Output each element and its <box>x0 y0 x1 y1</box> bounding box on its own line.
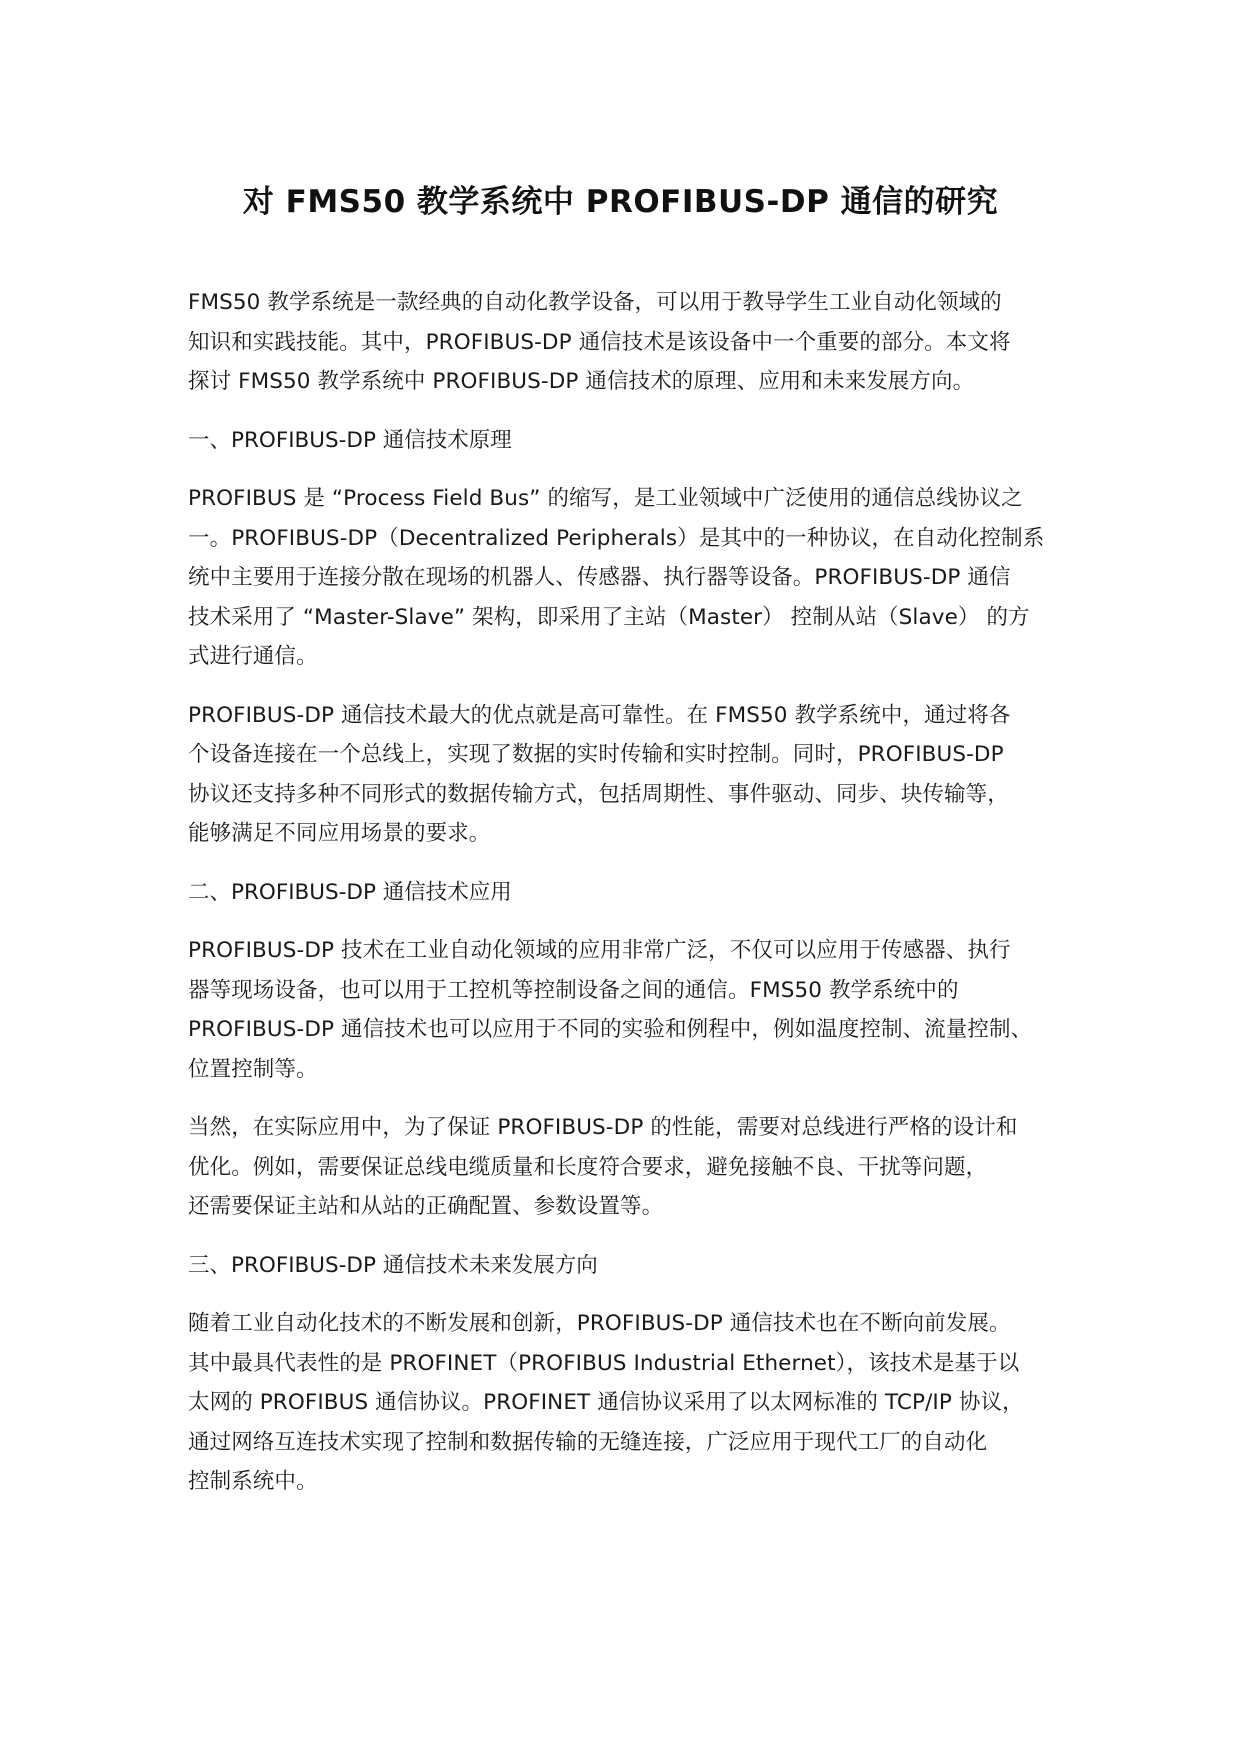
paragraph-line: 统中主要用于连接分散在现场的机器人、传感器、执行器等设备。PROFIBUS-DP 通信 <box>188 565 1011 590</box>
paragraph-line: 还需要保证主站和从站的正确配置、参数设置等。 <box>188 1194 664 1219</box>
body-paragraph <box>188 931 1068 1089</box>
paragraph-line: PROFIBUS-DP 通信技术最大的优点就是高可靠性。在 FMS50 教学系统中，通过将各 <box>188 702 1011 728</box>
paragraph-line: 个设备连接在一个总线上，实现了数据的实时传输和实时控制。同时，PROFIBUS-DP <box>188 742 1004 767</box>
paragraph-line: 式进行通信。 <box>188 644 318 669</box>
paragraph-line: PROFIBUS 是 “Process Field Bus” 的缩写，是工业领域中广泛使用的通信总线协议之 <box>188 486 1023 511</box>
paragraph-line: 控制系统中。 <box>188 1469 318 1494</box>
paragraph-line: 其中最具代表性的是 PROFINET（PROFIBUS Industrial Ethernet），该技术是基于以 <box>188 1350 1020 1376</box>
section-heading: 三、PROFIBUS-DP 通信技术未来发展方向 <box>188 1252 598 1278</box>
body-paragraph <box>188 696 1068 854</box>
paragraph-line: 随着工业自动化技术的不断发展和创新，PROFIBUS-DP 通信技术也在不断向前发展。 <box>188 1311 1011 1336</box>
body-paragraph <box>188 479 1068 677</box>
paragraph-line: 知识和实践技能。其中，PROFIBUS-DP 通信技术是该设备中一个重要的部分。本文将 <box>188 329 1011 355</box>
paragraph-line: 协议还支持多种不同形式的数据传输方式，包括周期性、事件驱动、同步、块传输等， <box>188 781 1009 807</box>
section-heading: 二、PROFIBUS-DP 通信技术应用 <box>188 879 512 905</box>
body-paragraph <box>188 1108 1068 1227</box>
body-paragraph <box>188 283 1068 402</box>
paragraph-line: 探讨 FMS50 教学系统中 PROFIBUS-DP 通信技术的原理、应用和未来发展方向。 <box>188 369 975 394</box>
paragraph-line: 一。PROFIBUS-DP（Decentralized Peripherals）是其中的一种协议，在自动化控制系 <box>188 525 1045 551</box>
paragraph-line: 能够满足不同应用场景的要求。 <box>188 821 491 846</box>
document-body <box>188 283 1068 1521</box>
paragraph-line: 优化。例如，需要保证总线电缆质量和长度符合要求，避免接触不良、干扰等问题， <box>188 1154 988 1180</box>
paragraph-line: FMS50 教学系统是一款经典的自动化教学设备，可以用于教导学生工业自动化领域的 <box>188 290 1002 315</box>
body-paragraph <box>188 1304 1068 1502</box>
paragraph-line: PROFIBUS-DP 通信技术也可以应用于不同的实验和例程中，例如温度控制、流量控制、 <box>188 1017 1033 1042</box>
paragraph-line: 器等现场设备，也可以用于工控机等控制设备之间的通信。FMS50 教学系统中的 <box>188 977 959 1003</box>
paragraph-line: 当然，在实际应用中，为了保证 PROFIBUS-DP 的性能，需要对总线进行严格的设计和 <box>188 1115 1018 1140</box>
paragraph-line: 通过网络互连技术实现了控制和数据传输的无缝连接，广泛应用于现代工厂的自动化 <box>188 1429 988 1455</box>
paragraph-line: 技术采用了 “Master-Slave” 架构，即采用了主站（Master） 控制从站（Slave） 的方 <box>188 604 1030 630</box>
paragraph-line: 太网的 PROFIBUS 通信协议。PROFINET 通信协议采用了以太网标准的 TCP/IP 协议， <box>188 1390 1024 1415</box>
section-heading: 一、PROFIBUS-DP 通信技术原理 <box>188 427 512 453</box>
document-title: 对 FMS50 教学系统中 PROFIBUS-DP 通信的研究 <box>242 184 999 220</box>
paragraph-line: PROFIBUS-DP 技术在工业自动化领域的应用非常广泛，不仅可以应用于传感器、执行 <box>188 938 1011 963</box>
paragraph-line: 位置控制等。 <box>188 1056 318 1082</box>
